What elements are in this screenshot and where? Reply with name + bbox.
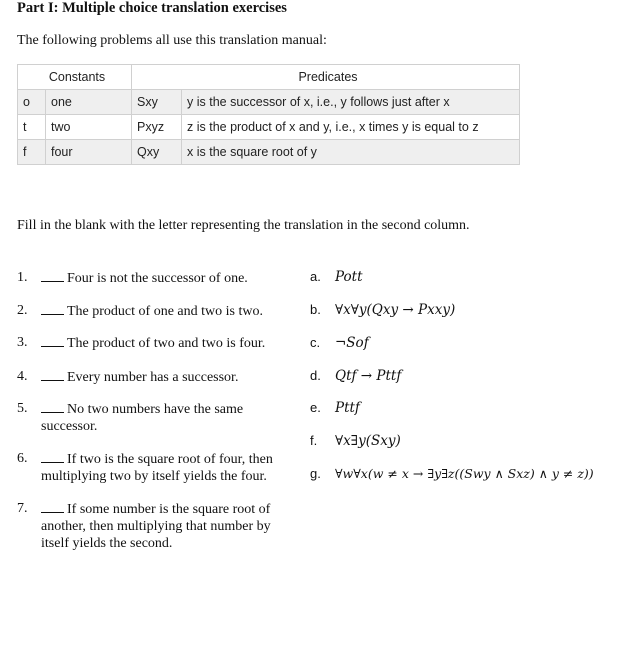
predicate-description: x is the square root of y <box>182 140 520 165</box>
table-row <box>18 90 520 115</box>
predicate-symbol: Qxy <box>132 140 182 165</box>
question-number: 4. <box>17 369 28 384</box>
question-number: 2. <box>17 303 28 318</box>
option-letter: e. <box>310 400 321 415</box>
option-letter: a. <box>310 269 321 284</box>
option-letter: d. <box>310 368 321 383</box>
option-formula: Pott <box>335 269 363 285</box>
option-formula: ∀w∀x(w ≠ x → ∃y∃z((Swy ∧ Sxz) ∧ y ≠ z)) <box>335 466 594 481</box>
table-header-row <box>18 65 520 90</box>
question-text: The product of one and two is two. <box>67 304 263 319</box>
constant-symbol: f <box>18 140 46 165</box>
constants-header: Constants <box>18 65 132 90</box>
predicate-description: z is the product of x and y, i.e., x times y is equal to z <box>182 115 520 140</box>
predicate-description: y is the successor of x, i.e., y follows just after x <box>182 90 520 115</box>
answer-blank[interactable] <box>41 450 64 463</box>
question-text: The product of two and two is four. <box>67 336 266 351</box>
answer-blank[interactable] <box>41 500 64 513</box>
question-text: If some number is the square root of another, then multiplying that number by itself yields the second. <box>41 502 271 551</box>
table-row <box>18 140 520 165</box>
option-formula: Pttf <box>335 400 360 416</box>
answer-blank[interactable] <box>41 400 64 413</box>
question-number: 3. <box>17 335 28 350</box>
table-row <box>18 115 520 140</box>
question-number: 6. <box>17 451 28 466</box>
option-formula: Qtf → Pttf <box>335 368 402 384</box>
answer-blank[interactable] <box>41 302 64 315</box>
constant-symbol: t <box>18 115 46 140</box>
question-number: 1. <box>17 270 28 285</box>
translation-manual-table <box>17 64 520 165</box>
predicate-symbol: Pxyz <box>132 115 182 140</box>
instruction-text: Fill in the blank with the letter representing the translation in the second column. <box>17 218 470 233</box>
option-letter: g. <box>310 466 321 481</box>
intro-text: The following problems all use this translation manual: <box>17 33 327 48</box>
answer-blank[interactable] <box>41 269 64 282</box>
question-number: 7. <box>17 501 28 516</box>
option-formula: ¬Sof <box>335 335 369 351</box>
predicate-symbol: Sxy <box>132 90 182 115</box>
constant-name: four <box>46 140 132 165</box>
question-text: Four is not the successor of one. <box>67 271 248 286</box>
answer-blank[interactable] <box>41 368 64 381</box>
question-text: No two numbers have the same successor. <box>41 402 244 434</box>
predicates-header: Predicates <box>132 65 520 90</box>
constant-name: one <box>46 90 132 115</box>
question-number: 5. <box>17 401 28 416</box>
answer-blank[interactable] <box>41 334 64 347</box>
option-formula: ∀x∃y(Sxy) <box>335 433 401 449</box>
question-text: If two is the square root of four, then multiplying two by itself yields the four. <box>41 452 273 484</box>
option-letter: c. <box>310 335 321 350</box>
constant-symbol: o <box>18 90 46 115</box>
option-formula: ∀x∀y(Qxy → Pxxy) <box>335 302 456 318</box>
question-text: Every number has a successor. <box>67 370 239 385</box>
section-heading: Part I: Multiple choice translation exercises <box>17 0 287 16</box>
option-letter: b. <box>310 302 321 317</box>
option-letter: f. <box>310 433 318 448</box>
constant-name: two <box>46 115 132 140</box>
